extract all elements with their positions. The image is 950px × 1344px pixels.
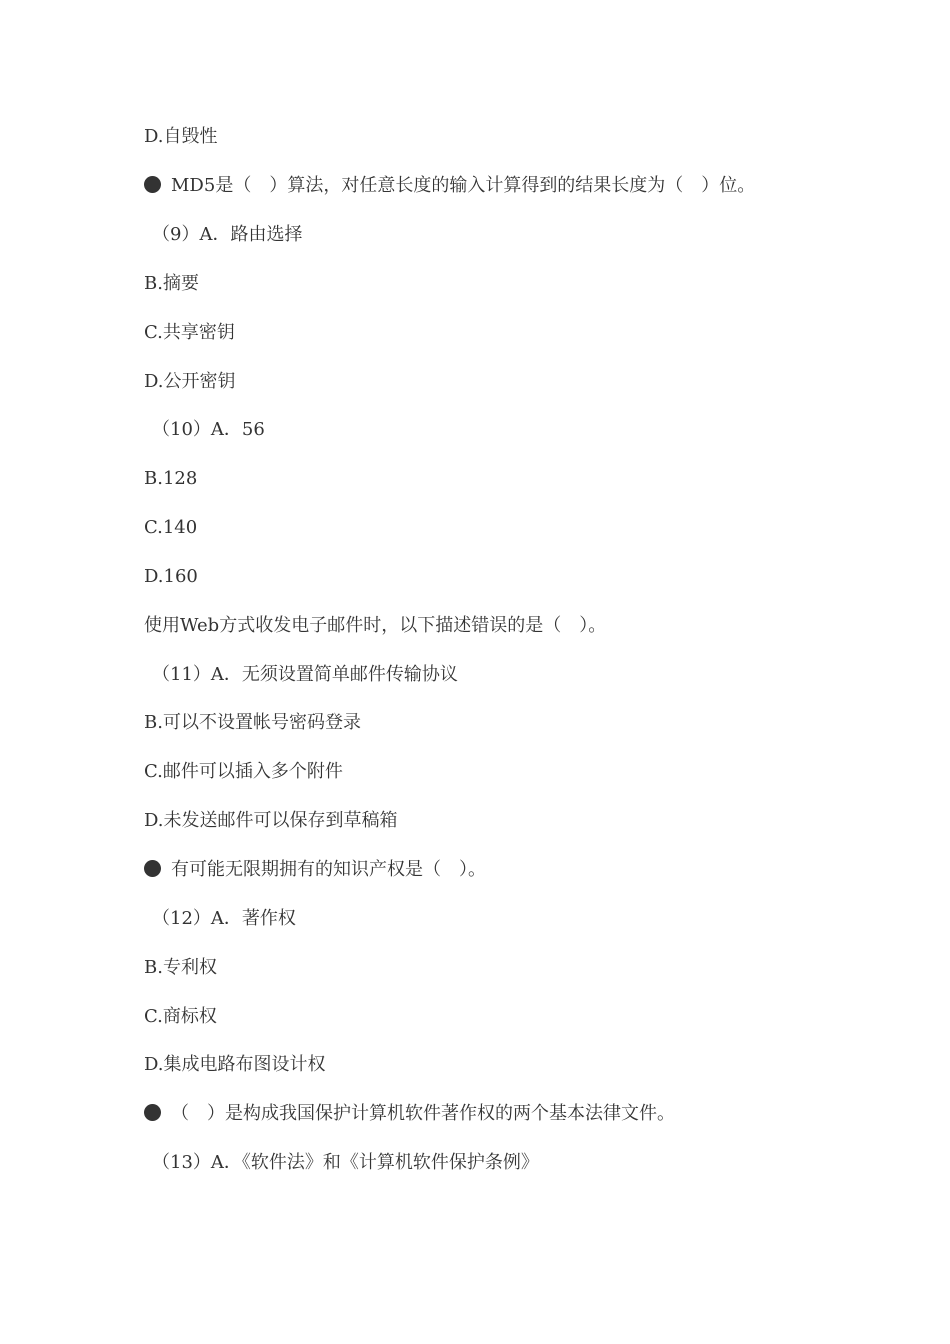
bullet-icon	[144, 176, 161, 193]
option-d-self-destruct	[144, 125, 218, 149]
answer-10-option-d	[144, 565, 198, 589]
answer-11-option-b	[144, 711, 361, 735]
line-text: B.128	[144, 468, 198, 489]
answer-12-option-b	[144, 956, 217, 980]
answer-11-option-a	[152, 663, 458, 687]
line-text: B.专利权	[144, 957, 217, 978]
answer-12-option-d	[144, 1053, 326, 1077]
line-text: C.邮件可以插入多个附件	[144, 761, 343, 782]
question-web-email	[144, 614, 606, 638]
answer-9-option-d	[144, 370, 236, 394]
line-text: D.集成电路布图设计权	[144, 1054, 326, 1075]
line-text: D.未发送邮件可以保存到草稿箱	[144, 810, 398, 831]
line-text: B.可以不设置帐号密码登录	[144, 712, 361, 733]
line-text: C.共享密钥	[144, 322, 235, 343]
answer-10-option-b	[144, 467, 197, 491]
line-text: D.公开密钥	[144, 371, 236, 392]
answer-11-option-c	[144, 760, 343, 784]
answer-10-option-c	[144, 516, 197, 540]
answer-10-option-a	[152, 418, 265, 442]
line-text: （9）A．路由选择	[152, 224, 303, 245]
line-text: （10）A．56	[152, 419, 265, 440]
line-text: （13）A．《软件法》和《计算机软件保护条例》	[152, 1152, 539, 1173]
line-text: D.160	[144, 566, 198, 587]
bullet-icon	[144, 1104, 161, 1121]
question-md5	[144, 174, 755, 198]
line-text: （12）A．著作权	[152, 908, 296, 929]
answer-9-option-a	[152, 223, 302, 247]
line-text: （11）A．无须设置简单邮件传输协议	[152, 664, 458, 685]
line-text: 使用Web方式收发电子邮件时，以下描述错误的是（ ）。	[144, 615, 607, 636]
answer-12-option-c	[144, 1005, 217, 1029]
question-intellectual-property	[144, 858, 486, 882]
line-text: 有可能无限期拥有的知识产权是（ ）。	[171, 859, 486, 880]
line-text: B.摘要	[144, 273, 199, 294]
line-text: C.140	[144, 517, 198, 538]
line-text: D.自毁性	[144, 126, 218, 147]
answer-12-option-a	[152, 907, 296, 931]
answer-9-option-b	[144, 272, 199, 296]
bullet-icon	[144, 860, 161, 877]
question-software-copyright-law	[144, 1102, 675, 1126]
answer-13-option-a	[152, 1151, 539, 1175]
line-text: （ ）是构成我国保护计算机软件著作权的两个基本法律文件。	[171, 1103, 675, 1124]
line-text: MD5是（ ）算法，对任意长度的输入计算得到的结果长度为（ ）位。	[171, 175, 756, 196]
answer-9-option-c	[144, 321, 235, 345]
answer-11-option-d	[144, 809, 398, 833]
line-text: C.商标权	[144, 1006, 217, 1027]
